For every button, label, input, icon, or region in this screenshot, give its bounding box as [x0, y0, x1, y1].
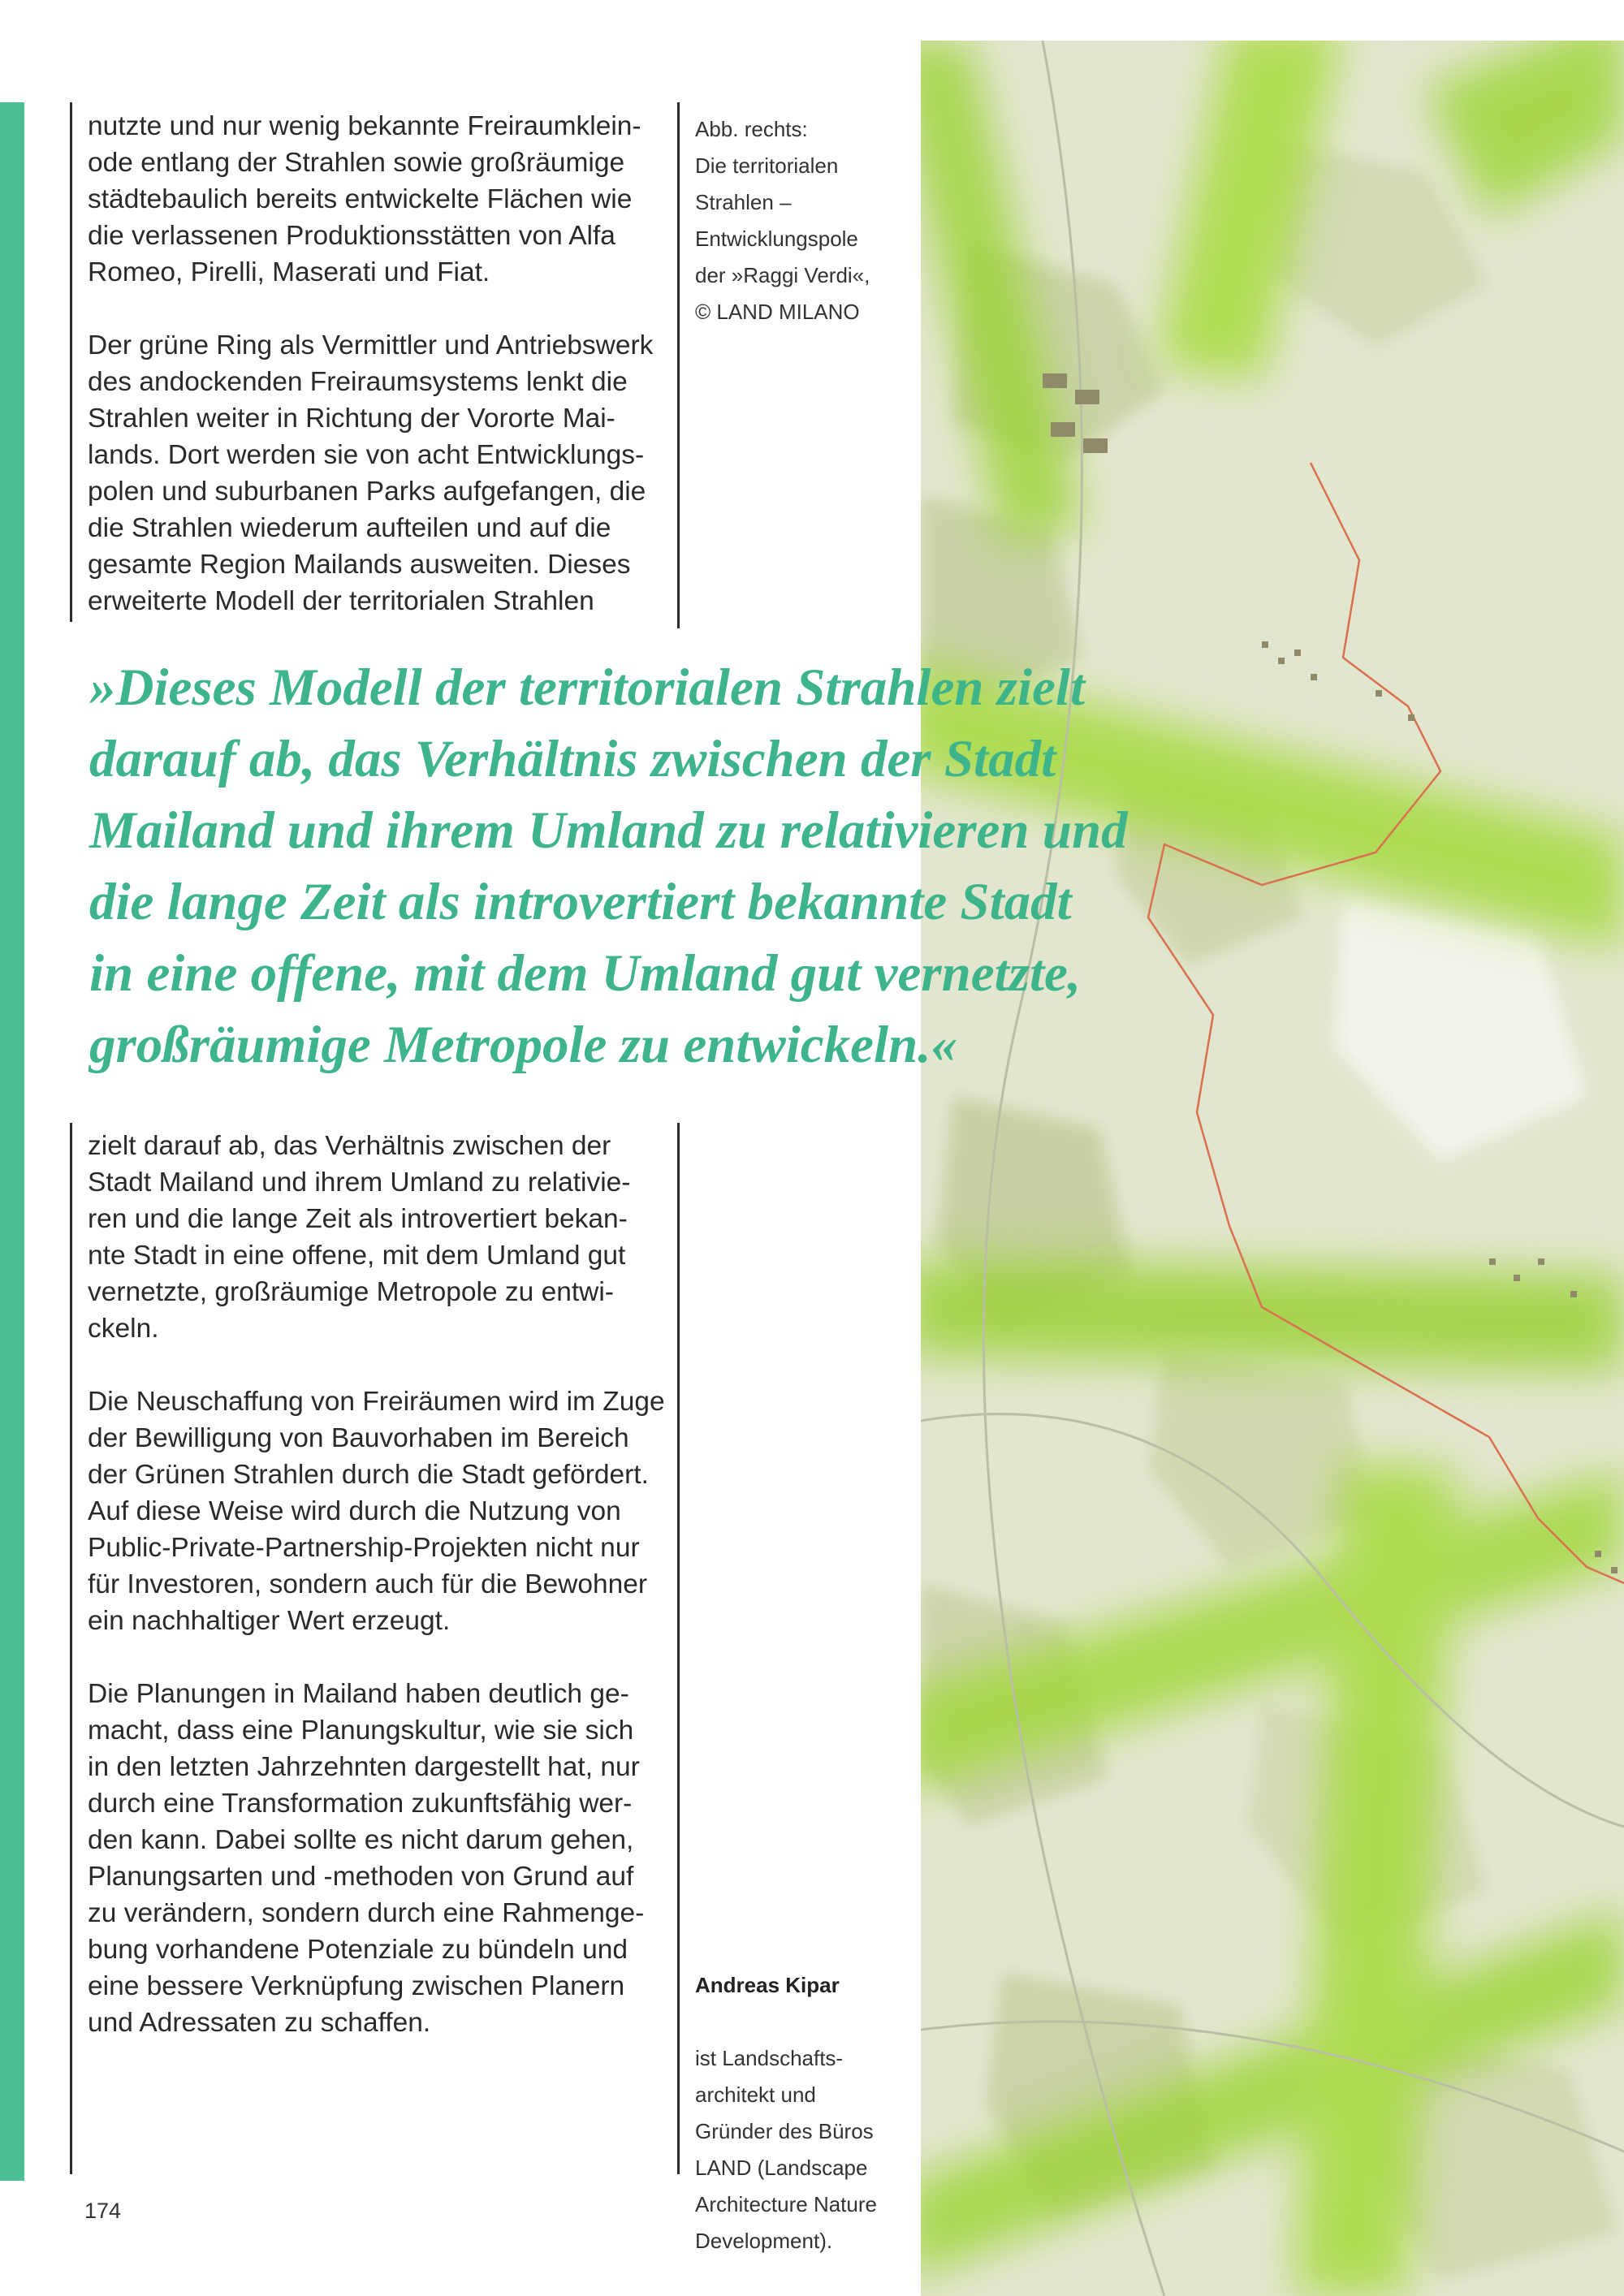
- author-rule: [677, 1123, 680, 2174]
- accent-sidebar-bar: [0, 102, 24, 2181]
- column-rule-left-bottom: [70, 1123, 72, 2174]
- pull-quote: »Dieses Modell der territorialen Strahlen zielt darauf ab, das Verhältnis zwischen der Stadt Mailand und ihrem Umland zu relativieren und die lange Zeit als introvertiert bekannte Stadt in eine offene, mit dem Umland gut vernetzte, großräumige Metropole zu entwickeln.«: [89, 658, 1128, 1074]
- author-bio: ist Landschafts- architekt und Gründer des Büros LAND (Landscape Architecture Nature Development).: [695, 2046, 877, 2253]
- author-note: [695, 1931, 914, 2259]
- body-column-bottom: [88, 1128, 680, 2078]
- caption-rule-top: [677, 102, 680, 628]
- paragraph: zielt darauf ab, das Verhältnis zwischen der Stadt Mailand und ihrem Umland zu relativie- ren und die lange Zeit als introvertiert bekan- nte Stadt in eine offene, mit dem Umland gut vernetzte, großräumige Metropole zu entwi- ckeln.: [88, 1131, 631, 1344]
- paragraph: nutzte und nur wenig bekannte Freiraumklein- ode entlang der Strahlen sowie großräumige städtebaulich bereits entwickelte Flächen wie die verlassenen Produktionsstätten von Alfa Romeo, Pirelli, Maserati und Fiat.: [88, 111, 641, 287]
- image-caption: Abb. rechts: Die territorialen Strahlen – Entwicklungspole der »Raggi Verdi«, © LAND MILANO: [695, 117, 870, 324]
- body-column-top: [88, 108, 680, 656]
- column-rule-left-top: [70, 102, 72, 622]
- map-image: [921, 41, 1624, 2296]
- author-name: Andreas Kipar: [695, 1973, 840, 1997]
- paragraph: Der grüne Ring als Vermittler und Antriebswerk des andockenden Freiraumsystems lenkt die Strahlen weiter in Richtung der Vororte Mai- lands. Dort werden sie von acht Entwicklungs- polen und suburbanen Parks aufgefangen, die die Strahlen wiederum aufteilen und auf die gesamte Region Mailands ausweiten. Dieses erweiterte Modell der territorialen Strahlen: [88, 330, 654, 616]
- paragraph: Die Planungen in Mailand haben deutlich ge- macht, dass eine Planungskultur, wie sie sich in den letzten Jahrzehnten dargestellt hat, nur durch eine Transformation zukunftsfähig wer- den kann. Dabei sollte es nicht darum gehen, Planungsarten und -methoden von Grund auf zu verändern, sondern durch eine Rahmenge- bung vorhandene Potenziale zu bündeln und eine bessere Verknüpfung zwischen Planern und Adressaten zu schaffen.: [88, 1679, 645, 2038]
- paragraph: Die Neuschaffung von Freiräumen wird im Zuge der Bewilligung von Bauvorhaben im Bereich der Grünen Strahlen durch die Stadt gefördert. Auf diese Weise wird durch die Nutzung von Public-Private-Partnership-Projekten nicht nur für Investoren, sondern auch für die Bewohner ein nachhaltiger Wert erzeugt.: [88, 1387, 665, 1636]
- page-number: 174: [84, 2199, 122, 2223]
